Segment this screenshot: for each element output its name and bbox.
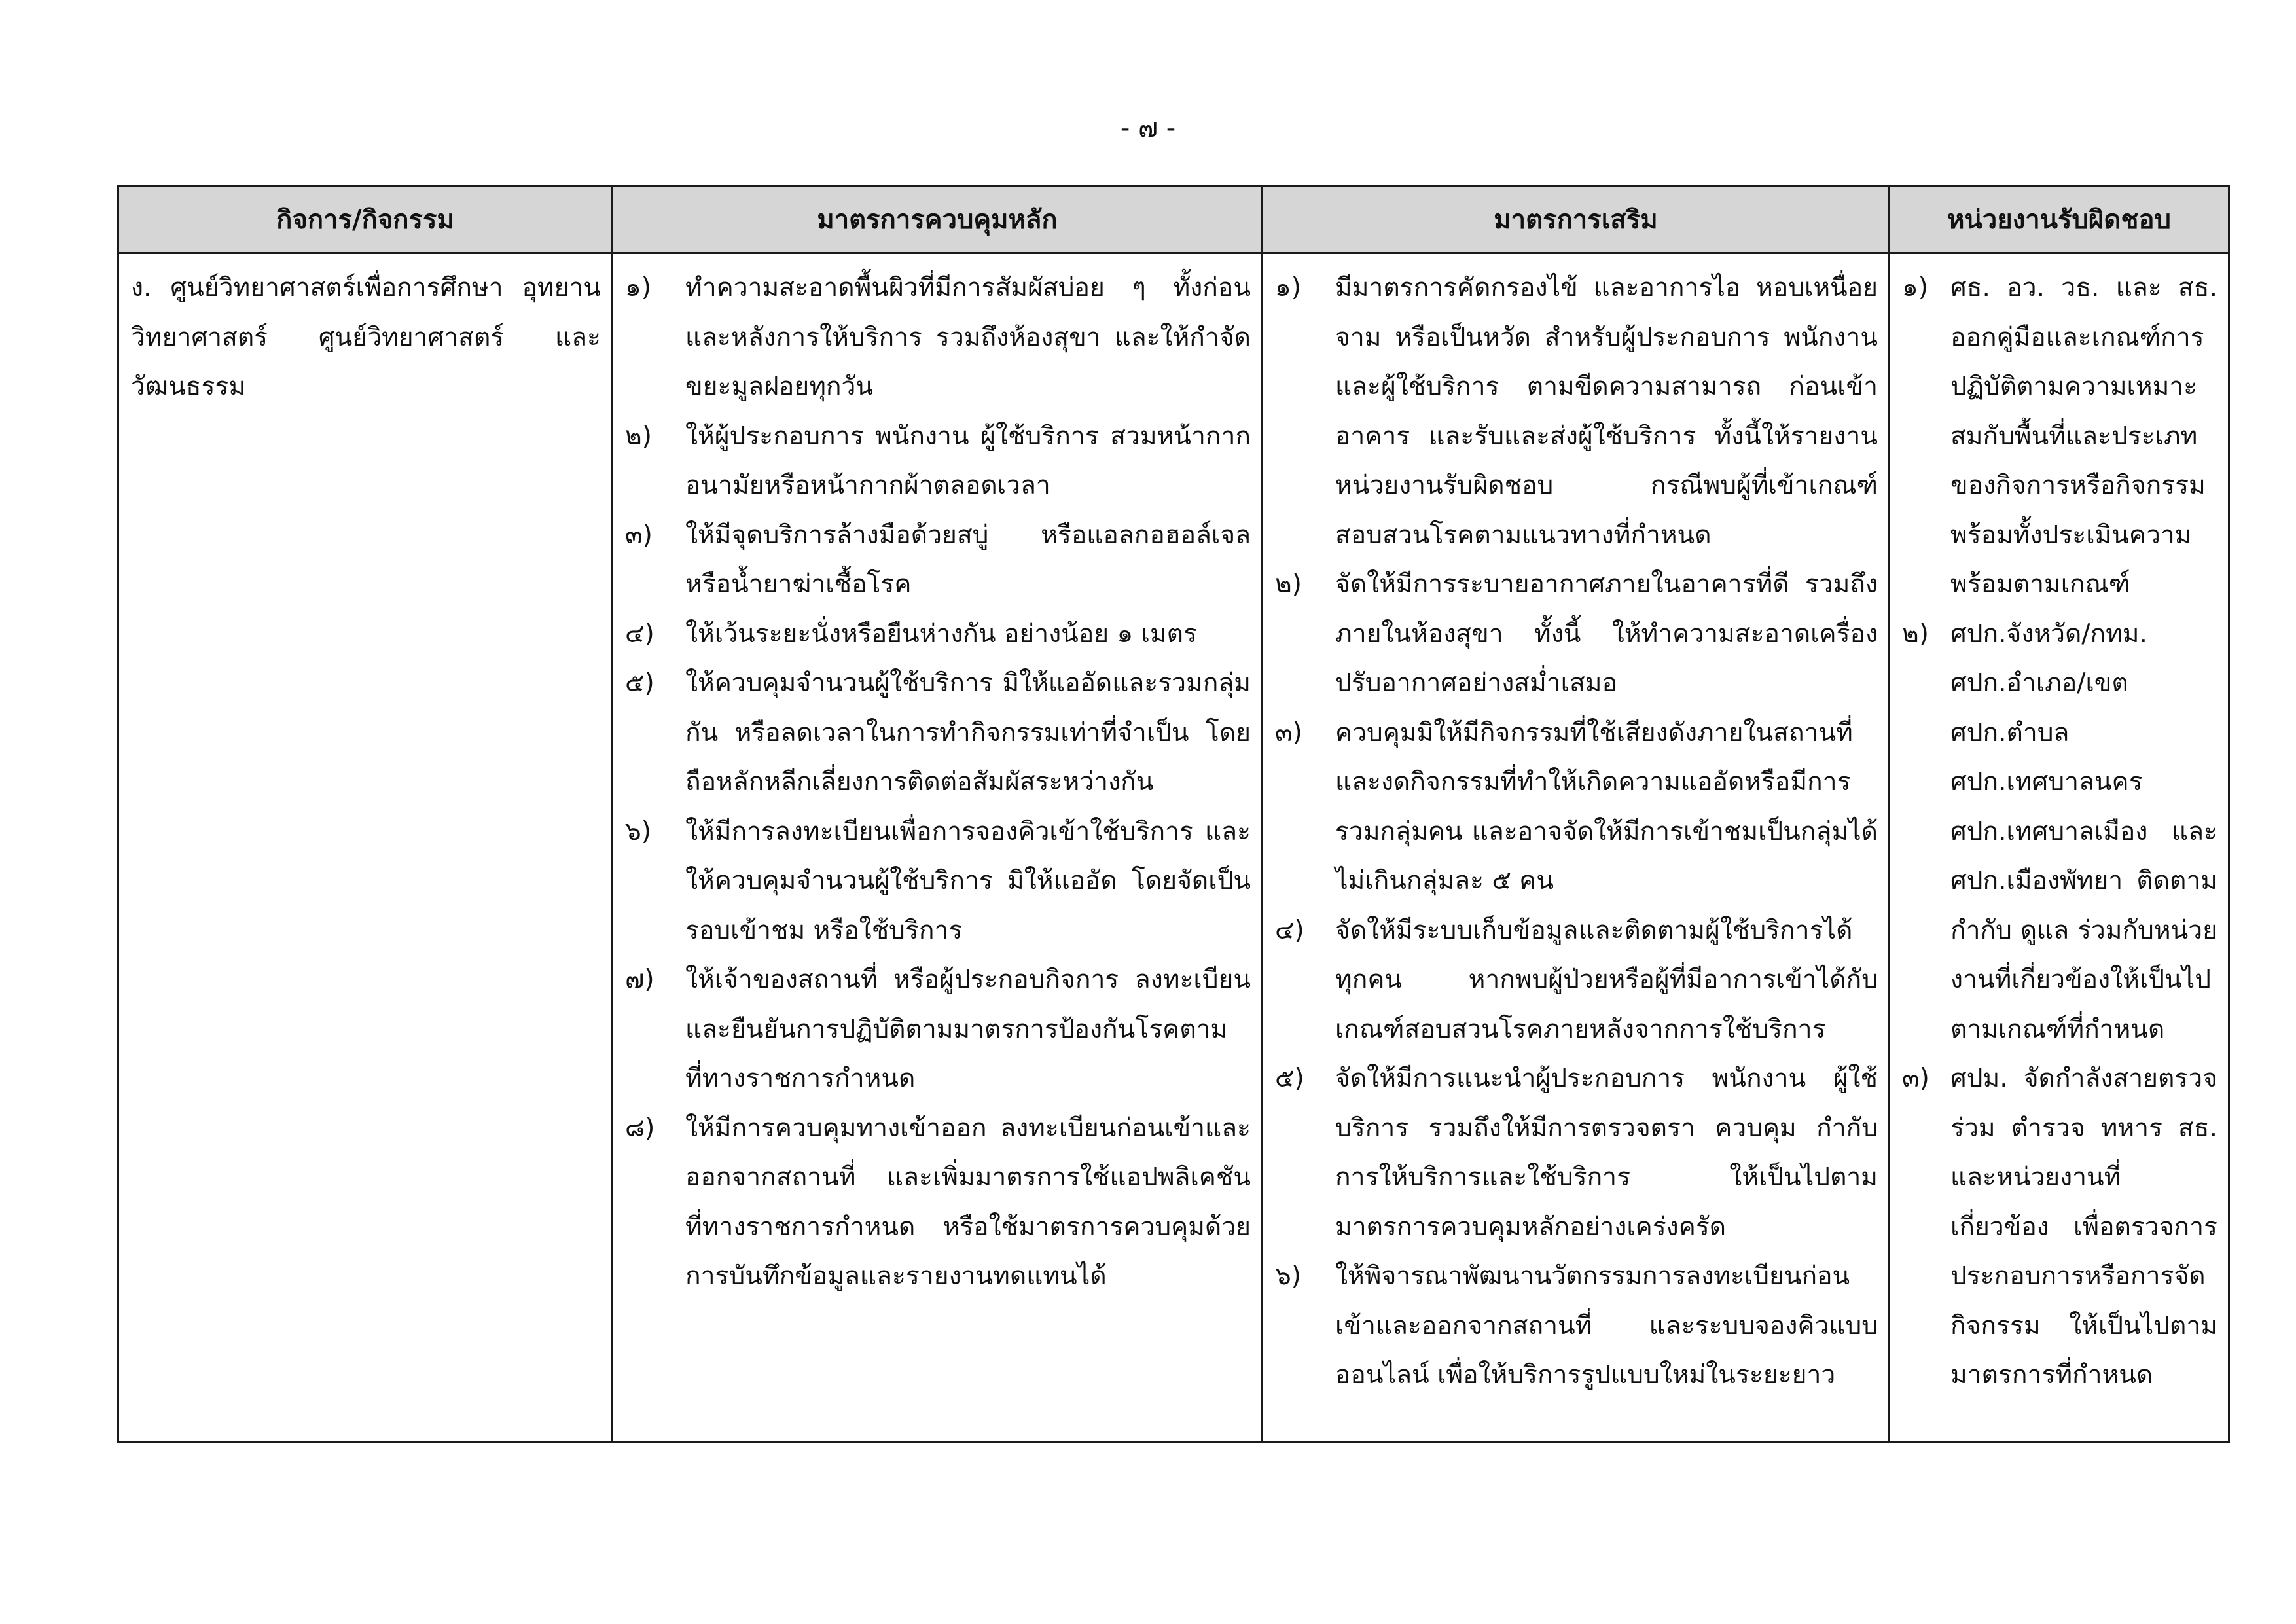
item-text: ควบคุมมิให้มีกิจกรรมที่ใช้เสียงดังภายในสถานที่ และงดกิจกรรมที่ทำให้เกิดความแออัดหรือมีการรวมกลุ่มคน และอาจจัดให้มีการเข้าชมเป็นกลุ่มได้ไม่เกินกลุ่มละ ๕ คน <box>1335 717 1878 895</box>
list-item <box>1275 1252 1878 1400</box>
item-number: ๖) <box>625 816 651 846</box>
item-number: ๒) <box>625 421 652 451</box>
item-number: ๑) <box>1275 273 1301 302</box>
list-item <box>1902 263 2217 609</box>
item-text: มีมาตรการคัดกรองไข้ และอาการไอ หอบเหนื่อย จาม หรือเป็นหวัด สำหรับผู้ประกอบการ พนักงาน และผู้ใช้บริการ ตามขีดความสามารถ ก่อนเข้าอาคาร และรับและส่งผู้ใช้บริการ ทั้งนี้ให้รายงานหน่วยงานรับผิดชอบ กรณีพบผู้ที่เข้าเกณฑ์สอบสวนโรคตามแนวทางที่กำหนด <box>1335 273 1878 550</box>
measures-table <box>117 185 2230 1443</box>
item-text: ให้มีการลงทะเบียนเพื่อการจองคิวเข้าใช้บริการ และให้ควบคุมจำนวนผู้ใช้บริการ มิให้แออัด โดยจัดเป็นรอบเข้าชม หรือใช้บริการ <box>685 816 1251 945</box>
header-main-measures: มาตรการควบคุมหลัก <box>613 186 1263 253</box>
item-text: ให้มีจุดบริการล้างมือด้วยสบู่ หรือแอลกอฮอล์เจล หรือน้ำยาฆ่าเชื้อโรค <box>685 520 1251 599</box>
item-text: ให้ควบคุมจำนวนผู้ใช้บริการ มิให้แออัดและรวมกลุ่มกัน หรือลดเวลาในการทำกิจกรรมเท่าที่จำเป็น โดยถือหลักหลีกเลี่ยงการติดต่อสัมผัสระหว่างกัน <box>685 668 1251 797</box>
item-number: ๒) <box>1275 569 1302 599</box>
responsible-agencies-cell <box>1890 253 2229 1442</box>
header-responsible-agencies: หน่วยงานรับผิดชอบ <box>1890 186 2229 253</box>
item-text: ทำความสะอาดพื้นผิวที่มีการสัมผัสบ่อย ๆ ทั้งก่อนและหลังการให้บริการ รวมถึงห้องสุขา และให้กำจัดขยะมูลฝอยทุกวัน <box>685 273 1251 401</box>
list-item <box>625 263 1251 412</box>
item-text: ให้เว้นระยะนั่งหรือยืนห่างกัน อย่างน้อย ๑ เมตร <box>685 619 1197 649</box>
item-number: ๕) <box>1275 1064 1304 1093</box>
item-text: ให้พิจารณาพัฒนานวัตกรรมการลงทะเบียนก่อนเข้าและออกจากสถานที่ และระบบจองคิวแบบออนไลน์ เพื่อให้บริการรูปแบบใหม่ในระยะยาว <box>1335 1261 1878 1390</box>
item-text: จัดให้มีการระบายอากาศภายในอาคารที่ดี รวมถึงภายในห้องสุขา ทั้งนี้ ให้ทำความสะอาดเครื่องปรับอากาศอย่างสม่ำเสมอ <box>1335 569 1878 698</box>
activity-text: ง. ศูนย์วิทยาศาสตร์เพื่อการศึกษา อุทยานวิทยาศาสตร์ ศูนย์วิทยาศาสตร์ และวัฒนธรรม <box>131 273 601 401</box>
page-number: - ๗ - <box>1120 113 1176 143</box>
list-item <box>1275 560 1878 708</box>
item-text: ศปก.จังหวัด/กทม. ศปก.อำเภอ/เขต ศปก.ตำบล ศปก.เทศบาลนคร ศปก.เทศบาลเมือง และศปก.เมืองพัทยา ติดตาม กำกับ ดูแล ร่วมกับหน่วยงานที่เกี่ยวข้องให้เป็นไปตามเกณฑ์ที่กำหนด <box>1950 619 2217 1044</box>
main-measures-cell <box>613 253 1263 1442</box>
item-text: ให้เจ้าของสถานที่ หรือผู้ประกอบกิจการ ลงทะเบียนและยืนยันการปฏิบัติตามมาตรการป้องกันโรคตามที่ทางราชการกำหนด <box>685 965 1251 1093</box>
list-item <box>1275 906 1878 1055</box>
list-item <box>625 609 1251 659</box>
header-activity: กิจการ/กิจกรรม <box>118 186 613 253</box>
list-item <box>625 511 1251 609</box>
item-text: ให้ผู้ประกอบการ พนักงาน ผู้ใช้บริการ สวมหน้ากากอนามัยหรือหน้ากากผ้าตลอดเวลา <box>685 421 1251 500</box>
list-item <box>625 412 1251 511</box>
item-text: ศธ. อว. วธ. และ สธ. ออกคู่มือและเกณฑ์การปฏิบัติตามความเหมาะสมกับพื้นที่และประเภทของกิจการหรือกิจกรรม พร้อมทั้งประเมินความพร้อมตามเกณฑ์ <box>1950 273 2217 599</box>
additional-measures-cell <box>1263 253 1890 1442</box>
item-number: ๓) <box>1902 1064 1929 1093</box>
item-text: จัดให้มีการแนะนำผู้ประกอบการ พนักงาน ผู้ใช้บริการ รวมถึงให้มีการตรวจตรา ควบคุม กำกับการให้บริการและใช้บริการ ให้เป็นไปตามมาตรการควบคุมหลักอย่างเคร่งครัด <box>1335 1064 1878 1242</box>
additional-measures-list <box>1275 263 1878 1400</box>
list-item <box>625 955 1251 1104</box>
main-measures-list <box>625 263 1251 1301</box>
responsible-agencies-list <box>1902 263 2217 1400</box>
activity-cell <box>118 253 613 1442</box>
table-header-row <box>118 186 2229 253</box>
item-number: ๑) <box>1902 273 1928 302</box>
item-number: ๖) <box>1275 1261 1301 1291</box>
item-number: ๗) <box>625 965 655 994</box>
list-item <box>625 659 1251 807</box>
item-number: ๔) <box>625 619 655 649</box>
table-row <box>118 253 2229 1442</box>
list-item <box>1902 1054 2217 1400</box>
item-number: ๓) <box>625 520 653 550</box>
list-item <box>1275 708 1878 906</box>
list-item <box>625 807 1251 956</box>
item-number: ๒) <box>1902 619 1929 649</box>
header-additional-measures: มาตรการเสริม <box>1263 186 1890 253</box>
list-item <box>625 1104 1251 1301</box>
list-item <box>1275 263 1878 560</box>
item-number: ๕) <box>625 668 655 698</box>
item-number: ๔) <box>1275 915 1304 945</box>
item-text: ศปม. จัดกำลังสายตรวจร่วม ตำรวจ ทหาร สธ. และหน่วยงานที่เกี่ยวข้อง เพื่อตรวจการประกอบการหรือการจัดกิจกรรม ให้เป็นไปตามมาตรการที่กำหนด <box>1950 1064 2217 1390</box>
item-number: ๘) <box>625 1113 655 1143</box>
item-number: ๓) <box>1275 717 1302 748</box>
item-text: จัดให้มีระบบเก็บข้อมูลและติดตามผู้ใช้บริการได้ทุกคน หากพบผู้ป่วยหรือผู้ที่มีอาการเข้าได้กับเกณฑ์สอบสวนโรคภายหลังจากการใช้บริการ <box>1335 915 1878 1044</box>
list-item <box>1275 1054 1878 1252</box>
item-number: ๑) <box>625 273 651 302</box>
item-text: ให้มีการควบคุมทางเข้าออก ลงทะเบียนก่อนเข้าและออกจากสถานที่ และเพิ่มมาตรการใช้แอปพลิเคชันที่ทางราชการกำหนด หรือใช้มาตรการควบคุมด้วยการบันทึกข้อมูลและรายงานทดแทนได้ <box>685 1113 1251 1291</box>
list-item <box>1902 609 2217 1055</box>
